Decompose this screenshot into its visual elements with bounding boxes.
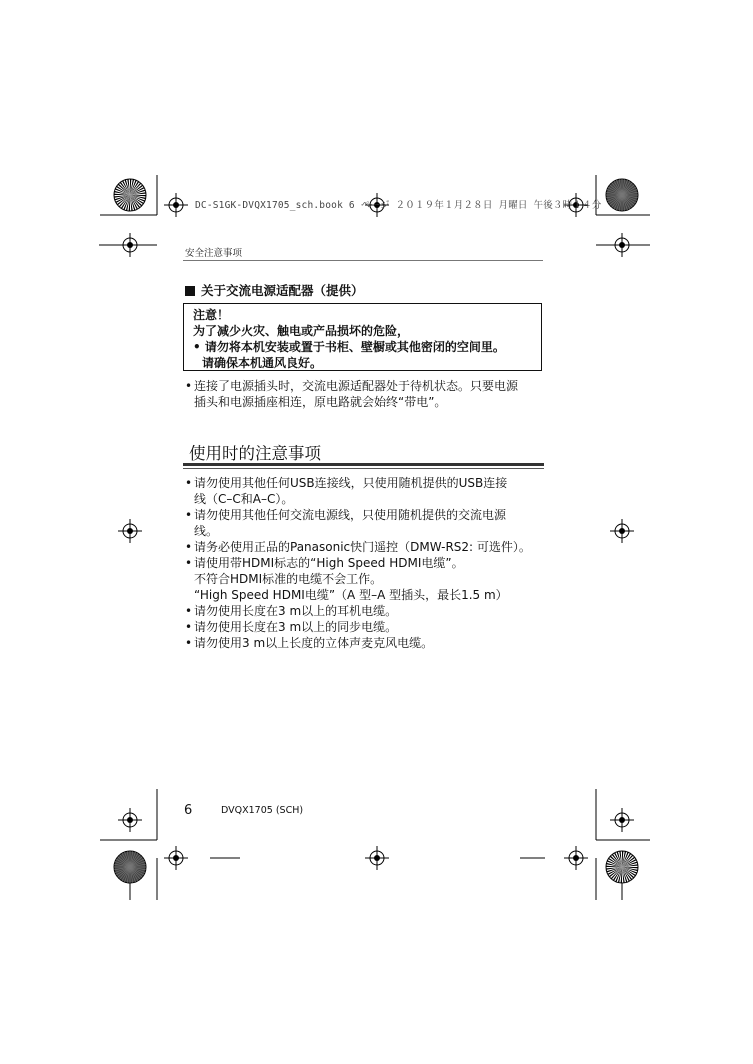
list-item xyxy=(185,507,531,523)
list-item-text: 请勿使用长度在3 m以上的耳机电缆。 xyxy=(194,604,398,618)
list-item-text: 线（C–C和A–C）。 xyxy=(194,492,294,506)
list-item-text: “High Speed HDMI电缆”（A 型–A 型插头，最长1.5 m） xyxy=(194,588,508,602)
caution-heading: 注意！ xyxy=(193,308,230,322)
list-item xyxy=(185,571,531,587)
list-item-text: 请勿使用3 m以上长度的立体声麦克风电缆。 xyxy=(194,636,434,650)
list-item-text: 不符合HDMI标准的电缆不会工作。 xyxy=(194,572,383,586)
usage-section-title: 使用时的注意事项 xyxy=(189,444,321,463)
section-rule-thin xyxy=(183,468,544,469)
caution-bullet-line2: 请确保本机通风良好。 xyxy=(202,356,323,370)
list-item-text: 请勿使用其他任何交流电源线，只使用随机提供的交流电源 xyxy=(194,508,507,522)
list-item-text: 请务必使用正品的Panasonic快门遥控（DMW-RS2: 可选件）。 xyxy=(194,540,531,554)
bullet-icon: • xyxy=(185,636,193,650)
bullet-icon: • xyxy=(185,604,193,618)
caution-subheading: 为了减少火灾、触电或产品损坏的危险， xyxy=(193,324,410,338)
adapter-note xyxy=(185,378,518,410)
list-item xyxy=(185,523,531,539)
page-header-title: 安全注意事项 xyxy=(185,248,243,259)
adapter-title-text: 关于交流电源适配器（提供） xyxy=(201,283,364,298)
adapter-note-line1: 连接了电源插头时，交流电源适配器处于待机状态。只要电源 xyxy=(194,379,519,393)
adapter-note-line2: 插头和电源插座相连，原电路就会始终“带电”。 xyxy=(194,395,447,409)
header-divider xyxy=(183,260,543,261)
print-info: DC-S1GK-DVQX1705_sch.book 6 ページ ２０１９年１月２８日 月曜日 午後３時１４分 xyxy=(195,200,602,211)
bullet-icon: • xyxy=(185,620,193,634)
doc-code: DVQX1705 (SCH) xyxy=(221,805,304,816)
caution-box xyxy=(183,303,542,371)
page-number: 6 xyxy=(184,803,193,818)
bullet-icon: • xyxy=(185,540,193,554)
square-bullet-icon xyxy=(185,286,195,296)
bullet-icon: • xyxy=(185,556,193,570)
list-item xyxy=(185,555,531,571)
list-item xyxy=(185,619,531,635)
caution-bullet-line1: • 请勿将本机安装或置于书柜、壁橱或其他密闭的空间里。 xyxy=(193,340,505,354)
list-item-text: 请勿使用长度在3 m以上的同步电缆。 xyxy=(194,620,398,634)
bullet-icon: • xyxy=(185,379,193,393)
list-item-text: 请勿使用其他任何USB连接线，只使用随机提供的USB连接 xyxy=(194,476,508,490)
list-item xyxy=(185,539,531,555)
usage-list xyxy=(185,475,531,651)
list-item xyxy=(185,475,531,491)
bullet-icon: • xyxy=(185,476,193,490)
section-rule-thick xyxy=(183,463,544,466)
list-item xyxy=(185,491,531,507)
list-item xyxy=(185,587,531,603)
list-item-text: 请使用带HDMI标志的“High Speed HDMI电缆”。 xyxy=(194,556,464,570)
adapter-section-title xyxy=(185,281,364,299)
list-item xyxy=(185,635,531,651)
list-item-text: 线。 xyxy=(194,524,219,538)
bullet-icon: • xyxy=(185,508,193,522)
list-item xyxy=(185,603,531,619)
